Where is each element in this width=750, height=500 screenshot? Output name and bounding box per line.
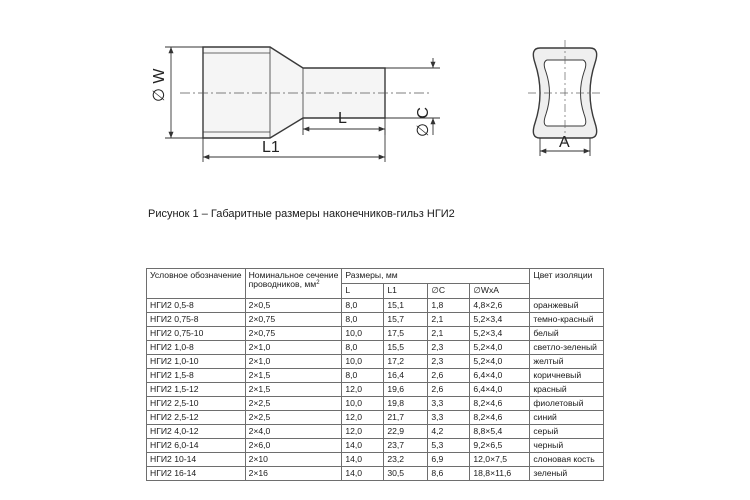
cell-color: черный: [530, 439, 604, 453]
cell-section: 2×4,0: [245, 425, 342, 439]
cell-color: синий: [530, 411, 604, 425]
cell-section: 2×1,0: [245, 355, 342, 369]
cell-designation: НГИ2 4,0-12: [147, 425, 246, 439]
cell-section: 2×2,5: [245, 397, 342, 411]
header-section-unit: проводников, мм: [248, 278, 317, 289]
cell-l1: 15,1: [384, 299, 428, 313]
cell-section: 2×0,75: [245, 313, 342, 327]
dim-l1-label: L1: [262, 139, 280, 156]
cell-c: 2,6: [428, 383, 470, 397]
table-row: [147, 467, 604, 481]
table-row: [147, 327, 604, 341]
cell-wxa: 8,2×4,6: [470, 397, 530, 411]
cell-color: коричневый: [530, 369, 604, 383]
cell-l1: 30,5: [384, 467, 428, 481]
cell-section: 2×6,0: [245, 439, 342, 453]
table-row: [147, 453, 604, 467]
cell-c: 2,3: [428, 341, 470, 355]
cell-l: 14,0: [342, 439, 384, 453]
cell-l: 8,0: [342, 313, 384, 327]
cell-c: 2,1: [428, 327, 470, 341]
cell-l1: 22,9: [384, 425, 428, 439]
cell-section: 2×1,5: [245, 369, 342, 383]
cell-l: 8,0: [342, 369, 384, 383]
cell-designation: НГИ2 6,0-14: [147, 439, 246, 453]
cell-l: 10,0: [342, 397, 384, 411]
cell-section: 2×2,5: [245, 411, 342, 425]
header-wxa: ∅WxA: [470, 284, 530, 299]
cell-c: 3,3: [428, 411, 470, 425]
table-row: [147, 299, 604, 313]
cell-l1: 19,8: [384, 397, 428, 411]
header-designation: Условное обозначение: [147, 269, 246, 299]
cell-section: 2×16: [245, 467, 342, 481]
cell-c: 8,6: [428, 467, 470, 481]
cell-c: 1,8: [428, 299, 470, 313]
cell-wxa: 6,4×4,0: [470, 369, 530, 383]
cell-color: темно-красный: [530, 313, 604, 327]
cell-c: 2,6: [428, 369, 470, 383]
table-row: [147, 439, 604, 453]
cell-designation: НГИ2 1,0-10: [147, 355, 246, 369]
table-row: [147, 425, 604, 439]
cell-c: 4,2: [428, 425, 470, 439]
table-row: [147, 341, 604, 355]
header-l1: L1: [384, 284, 428, 299]
cell-l1: 17,2: [384, 355, 428, 369]
cell-l: 12,0: [342, 411, 384, 425]
cell-designation: НГИ2 0,75-8: [147, 313, 246, 327]
cell-l: 14,0: [342, 453, 384, 467]
cell-designation: НГИ2 10-14: [147, 453, 246, 467]
cell-designation: НГИ2 0,75-10: [147, 327, 246, 341]
cell-section: 2×1,0: [245, 341, 342, 355]
table-row: [147, 411, 604, 425]
cell-color: зеленый: [530, 467, 604, 481]
table-row: [147, 383, 604, 397]
cell-wxa: 5,2×4,0: [470, 341, 530, 355]
cell-l: 10,0: [342, 355, 384, 369]
cell-section: 2×0,5: [245, 299, 342, 313]
cell-designation: НГИ2 16-14: [147, 467, 246, 481]
cell-designation: НГИ2 2,5-10: [147, 397, 246, 411]
ferrule-side-view: [203, 47, 385, 138]
cell-color: желтый: [530, 355, 604, 369]
cell-l1: 19,6: [384, 383, 428, 397]
cell-wxa: 4,8×2,6: [470, 299, 530, 313]
cell-designation: НГИ2 1,5-12: [147, 383, 246, 397]
header-l: L: [342, 284, 384, 299]
cell-wxa: 5,2×3,4: [470, 327, 530, 341]
cell-c: 2,3: [428, 355, 470, 369]
header-color: Цвет изоляции: [530, 269, 604, 299]
table-row: [147, 313, 604, 327]
cell-wxa: 8,2×4,6: [470, 411, 530, 425]
cell-color: серый: [530, 425, 604, 439]
header-section-line2: [249, 280, 339, 289]
cell-wxa: 5,2×4,0: [470, 355, 530, 369]
cell-section: 2×1,5: [245, 383, 342, 397]
cell-l1: 15,5: [384, 341, 428, 355]
cell-color: красный: [530, 383, 604, 397]
cell-l: 10,0: [342, 327, 384, 341]
dim-a-label: A: [559, 134, 570, 151]
cell-l1: 21,7: [384, 411, 428, 425]
cell-wxa: 9,2×6,5: [470, 439, 530, 453]
header-c: ∅C: [428, 284, 470, 299]
cell-color: белый: [530, 327, 604, 341]
cell-color: светло-зеленый: [530, 341, 604, 355]
cell-l1: 23,2: [384, 453, 428, 467]
dim-w: [165, 47, 203, 138]
cell-section: 2×0,75: [245, 327, 342, 341]
cell-c: 6,9: [428, 453, 470, 467]
cell-c: 2,1: [428, 313, 470, 327]
cell-l1: 16,4: [384, 369, 428, 383]
table-header-row: [147, 269, 604, 284]
cell-l: 8,0: [342, 341, 384, 355]
cell-wxa: 8,8×5,4: [470, 425, 530, 439]
cell-designation: НГИ2 1,0-8: [147, 341, 246, 355]
cell-wxa: 6,4×4,0: [470, 383, 530, 397]
cell-l: 8,0: [342, 299, 384, 313]
cell-designation: НГИ2 1,5-8: [147, 369, 246, 383]
cell-l1: 15,7: [384, 313, 428, 327]
table-body: [147, 299, 604, 481]
ferrule-spec-table: [146, 268, 604, 481]
cell-c: 5,3: [428, 439, 470, 453]
table-row: [147, 397, 604, 411]
header-section-line1: Номинальное сечение: [248, 270, 339, 280]
ferrule-end-view: [528, 40, 602, 146]
cell-designation: НГИ2 0,5-8: [147, 299, 246, 313]
cell-section: 2×10: [245, 453, 342, 467]
cell-wxa: 12,0×7,5: [470, 453, 530, 467]
cell-designation: НГИ2 2,5-12: [147, 411, 246, 425]
table-row: [147, 355, 604, 369]
cell-l: 14,0: [342, 467, 384, 481]
dim-c-label: ∅ C: [415, 107, 432, 137]
header-section: [245, 269, 342, 299]
cell-c: 3,3: [428, 397, 470, 411]
header-dimensions: Размеры, мм: [342, 269, 530, 284]
cell-color: оранжевый: [530, 299, 604, 313]
cell-l1: 17,5: [384, 327, 428, 341]
cell-color: фиолетовый: [530, 397, 604, 411]
ferrule-dimension-drawing: [0, 0, 750, 200]
cell-color: слоновая кость: [530, 453, 604, 467]
cell-l1: 23,7: [384, 439, 428, 453]
cell-wxa: 18,8×11,6: [470, 467, 530, 481]
cell-l: 12,0: [342, 425, 384, 439]
table-row: [147, 369, 604, 383]
dim-l-label: L: [338, 110, 347, 127]
header-section-sup: 2: [316, 279, 320, 286]
cell-wxa: 5,2×3,4: [470, 313, 530, 327]
dim-w-label: ∅ W: [151, 68, 168, 102]
figure-caption: Рисунок 1 – Габаритные размеры наконечников-гильз НГИ2: [148, 208, 455, 220]
cell-l: 12,0: [342, 383, 384, 397]
